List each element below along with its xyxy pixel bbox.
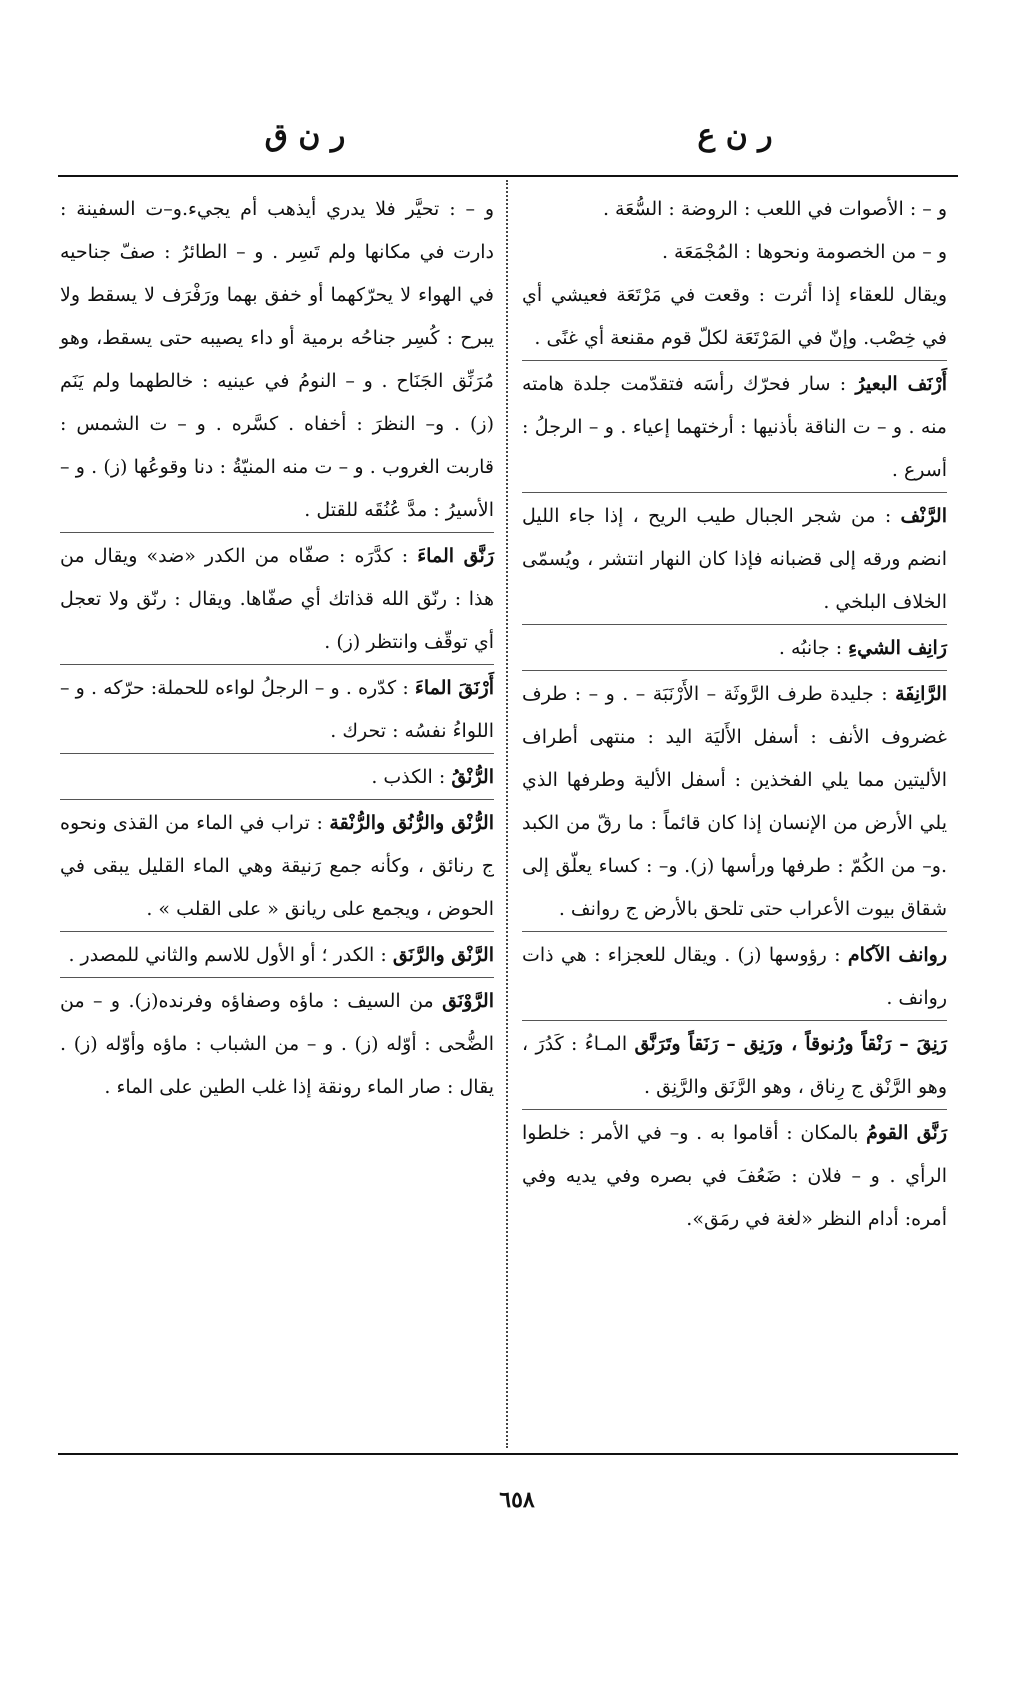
- headword: أَرْنَف البعيرُ: [855, 373, 947, 395]
- headword: روانف الآكام: [847, 944, 947, 966]
- right-column: [522, 188, 947, 1241]
- entry: [522, 1109, 947, 1241]
- entry-text: و – : الأصوات في اللعب : الروضة : السُّعَة .: [602, 198, 947, 220]
- headword: رَانِف الشيءِ: [848, 637, 947, 659]
- headword: رَنَّق القومُ: [866, 1122, 948, 1144]
- bottom-rule: [58, 1453, 958, 1455]
- entry-text: المـاءُ : كَدُرَ ، وهو الرَّنْق ج رِناق ، وهو الرَّنَق والرَّنِق .: [522, 1033, 947, 1098]
- entry-text: : تراب في الماء من القذى ونحوه ج رنائق ، وكأنه جمع رَنيقة وهي الماء القليل يبقى في الحوض ، ويجمع على ريانق « على القلب » .: [60, 812, 494, 920]
- entry-text: : كدَّرَه : صفّاه من الكدر «ضد» ويقال من هذا : رنّق الله قذاتك أي صفّاها. ويقال : رنّق ولا تعجل أي توقّف وانتظر (ز) .: [60, 545, 494, 653]
- headword: الرُّنْق والرُّنُق والرُّنْقة: [329, 812, 494, 834]
- left-column-header: ر ن ق: [264, 118, 346, 153]
- entry-text: : جانبُه .: [778, 637, 843, 659]
- entry-text: و – من الخصومة ونحوها : المُجْمَعَة .: [661, 241, 947, 263]
- headword: أَرْنَقَ الماءَ: [414, 677, 494, 699]
- headword: الرَّوْنَق: [442, 990, 494, 1012]
- entry-text: من السيف : ماؤه وصفاؤه وفرنده(ز). و – من الضُّحى : أوّله (ز) . و – من الشباب : ماؤه وأوّله (ز) . يقال : صار الماء رونقة إذا غلب الطين على الماء .: [60, 990, 494, 1098]
- headword: رَنِقَ – رَنْقاً ورُنوقاً ، ورَنِق – رَنَقاً وتَرَنَّق: [634, 1033, 947, 1055]
- entry: [60, 188, 494, 532]
- headword: الرُّنْقُ: [451, 766, 494, 788]
- entry: [60, 664, 494, 753]
- entry: [60, 753, 494, 799]
- entry-text: : جليدة طرف الرَّوثَة – الأَرْنَبَة – . و – : طرف غضروف الأنف : أسفل الأَليَة اليد : منتهى أطراف الأليتين مما يلي الفخذين : أسفل الألية وطرفها الذي يلي الأرض من الإنسان إذا كان قائماً : ما رقّ من الكبد .و– من الكُمّ : طرفها ورأسها (ز). و– : كساء يعلّق إلى شقاق بيوت الأعراب حتى تلحق بالأرض ج روانف .: [522, 683, 947, 920]
- left-column: [60, 188, 494, 1109]
- page-number: ٦٥٨: [499, 1487, 535, 1513]
- entry: [522, 931, 947, 1020]
- entry: [522, 188, 947, 360]
- entry-text: ويقال للعقاء إذا أثرت : وقعت في مَرْتَعَة فعيشي أي في خِصْب. وإنّ في المَرْتَعَة لكلّ قوم مقنعة أي غنًى .: [522, 284, 947, 349]
- headword: الرَّانِفَة: [895, 683, 947, 705]
- entry-text: : كدّره . و – الرجلُ لواءه للحملة: حرّكه . و – اللواءُ نفسُه : تحرك .: [60, 677, 494, 742]
- entry: [60, 799, 494, 931]
- entry-text: و – : تحيَّر فلا يدري أيذهب أم يجيء.و–ت السفينة : دارت في مكانها ولم تَسِر . و – الطائرُ : صفّ جناحيه في الهواء لا يحرّكهما أو خفق بهما ورَفْرَف لا يسقط ولا يبرح : كُسِر جناحُه برمية أو داء يصيبه حتى يسقط، وهو مُرَنِّق الجَنَاح . و – النومُ في عينيه : خالطهما ولم يَنَم (ز) . و– النظرَ : أخفاه . كسَّره . و – ت الشمس : قاربت الغروب . و – ت منه المنيّةُ : دنا وقوعُها (ز) . و – الأسيرُ : مدَّ عُنُقَه للقتل .: [60, 198, 494, 521]
- top-rule: [58, 175, 958, 177]
- headword: الرَّنْق والرَّنَق: [392, 944, 494, 966]
- entry: [522, 492, 947, 624]
- right-column-header: ر ن ع: [697, 118, 773, 153]
- entry-text: بالمكان : أقاموا به . و– في الأمر : خلطوا الرأي . و – فلان : ضَعُفَ في بصره وفي يديه وفي أمره: أدام النظر «لغة في رمَق».: [522, 1122, 947, 1230]
- entry: [522, 670, 947, 931]
- entry-text: : رؤوسها (ز) . ويقال للعجزاء : هي ذات روانف .: [522, 944, 947, 1009]
- entry: [522, 1020, 947, 1109]
- entry-text: : من شجر الجبال طيب الريح ، إذا جاء الليل انضم ورقه إلى قضبانه فإذا كان النهار انتشر ، ويُسمّى الخلاف البلخي .: [522, 505, 947, 613]
- entry: [60, 977, 494, 1109]
- headword: الرَّنْف: [900, 505, 947, 527]
- entry: [522, 360, 947, 492]
- entry-text: : الكدر ؛ أو الأول للاسم والثاني للمصدر .: [68, 944, 387, 966]
- headword: رَنَّق الماءَ: [417, 545, 494, 567]
- entry: [60, 931, 494, 977]
- entry: [522, 624, 947, 670]
- column-divider: [506, 180, 508, 1448]
- entry-text: : سار فحرّك رأسَه فتقدّمت جلدة هامته منه . و – ت الناقة بأذنيها : أرختهما إعياء . و – الرجلُ : أسرع .: [522, 373, 947, 481]
- entry-text: : الكذب .: [371, 766, 446, 788]
- entry: [60, 532, 494, 664]
